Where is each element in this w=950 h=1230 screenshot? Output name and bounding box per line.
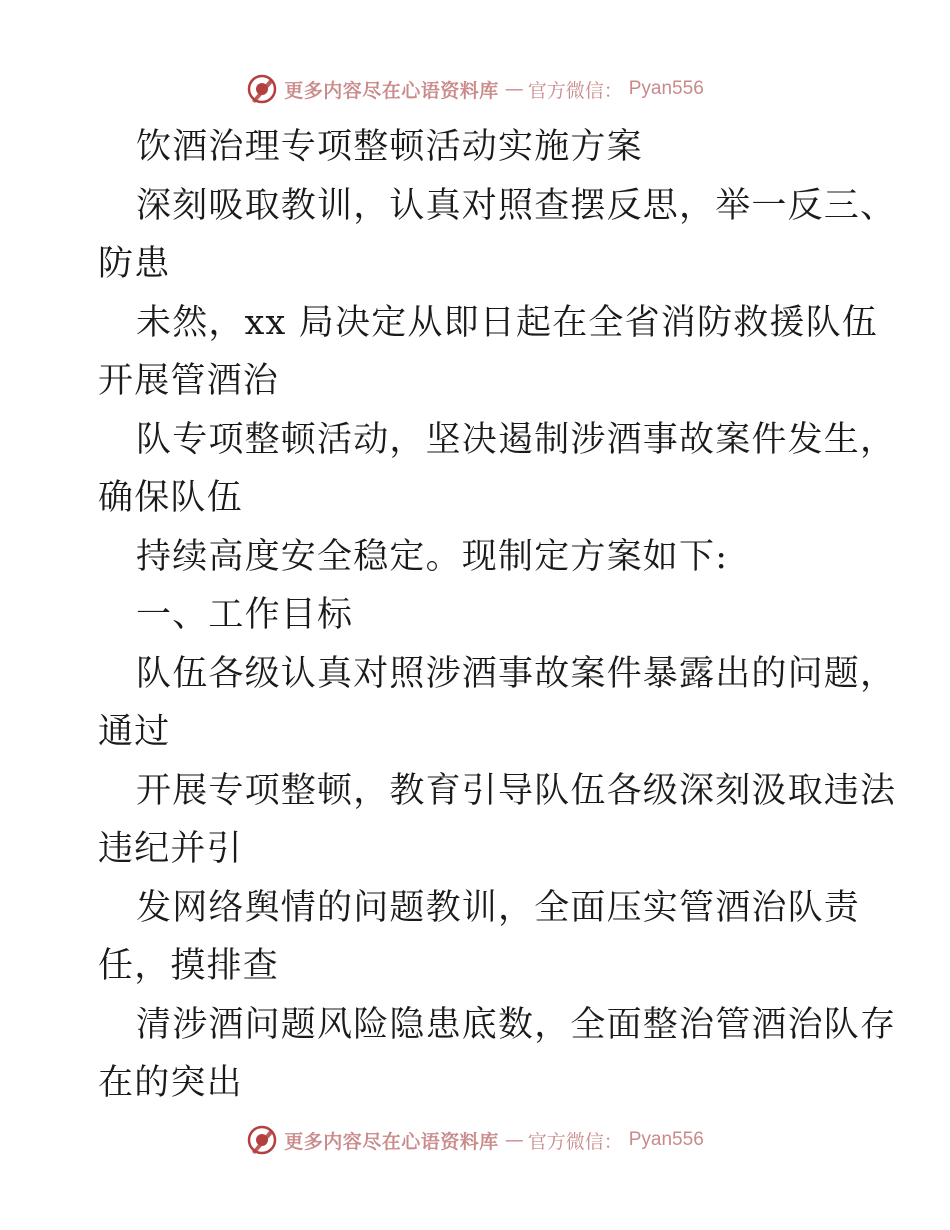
document-title: 饮酒治理专项整顿活动实施方案 [136, 127, 643, 167]
watermark-dash: — [504, 1129, 522, 1151]
paragraph-line: 队专项整顿活动，坚决遏制涉酒事故案件发生， [136, 419, 897, 460]
document-body [98, 118, 897, 1113]
paragraph-line: 清涉酒问题风险隐患底数，全面整治管酒治队存 [136, 1004, 897, 1045]
paragraph-line: 任，摸排查 [98, 946, 280, 986]
paragraph-line: 队伍各级认真对照涉酒事故案件暴露出的问题， [136, 653, 897, 694]
paragraph-line: 未然，xx 局决定从即日起在全省消防救援队伍 [136, 302, 879, 343]
pen-logo-icon [246, 1124, 278, 1156]
paragraph-line: 违纪并引 [98, 829, 243, 869]
watermark-main-text: 更多内容尽在心语资料库 [284, 1130, 499, 1153]
pen-logo-icon [246, 73, 278, 105]
watermark-wechat-id: Pyan556 [628, 78, 704, 99]
paragraph-line: 发网络舆情的问题教训，全面压实管酒治队责 [136, 887, 861, 928]
paragraph-line: 确保队伍 [98, 478, 243, 518]
watermark-header [0, 72, 950, 106]
watermark-main-text: 更多内容尽在心语资料库 [284, 79, 499, 102]
paragraph-line: 开展专项整顿，教育引导队伍各级深刻汲取违法 [136, 770, 897, 811]
paragraph-line: 防患 [98, 244, 171, 284]
watermark-wechat-id: Pyan556 [628, 1129, 704, 1150]
paragraph-line: 开展管酒治 [98, 361, 280, 401]
paragraph-line: 通过 [98, 712, 171, 752]
watermark-official-text: 官方微信： [527, 1130, 623, 1153]
watermark-footer [0, 1123, 950, 1157]
watermark-dash: — [504, 78, 522, 100]
paragraph-line: 持续高度安全稳定。现制定方案如下: [136, 536, 729, 577]
watermark-official-text: 官方微信： [527, 79, 623, 102]
section-heading: 一、工作目标 [136, 595, 354, 635]
paragraph-line: 在的突出 [98, 1063, 243, 1103]
paragraph-line: 深刻吸取教训，认真对照查摆反思，举一反三、 [136, 185, 897, 226]
